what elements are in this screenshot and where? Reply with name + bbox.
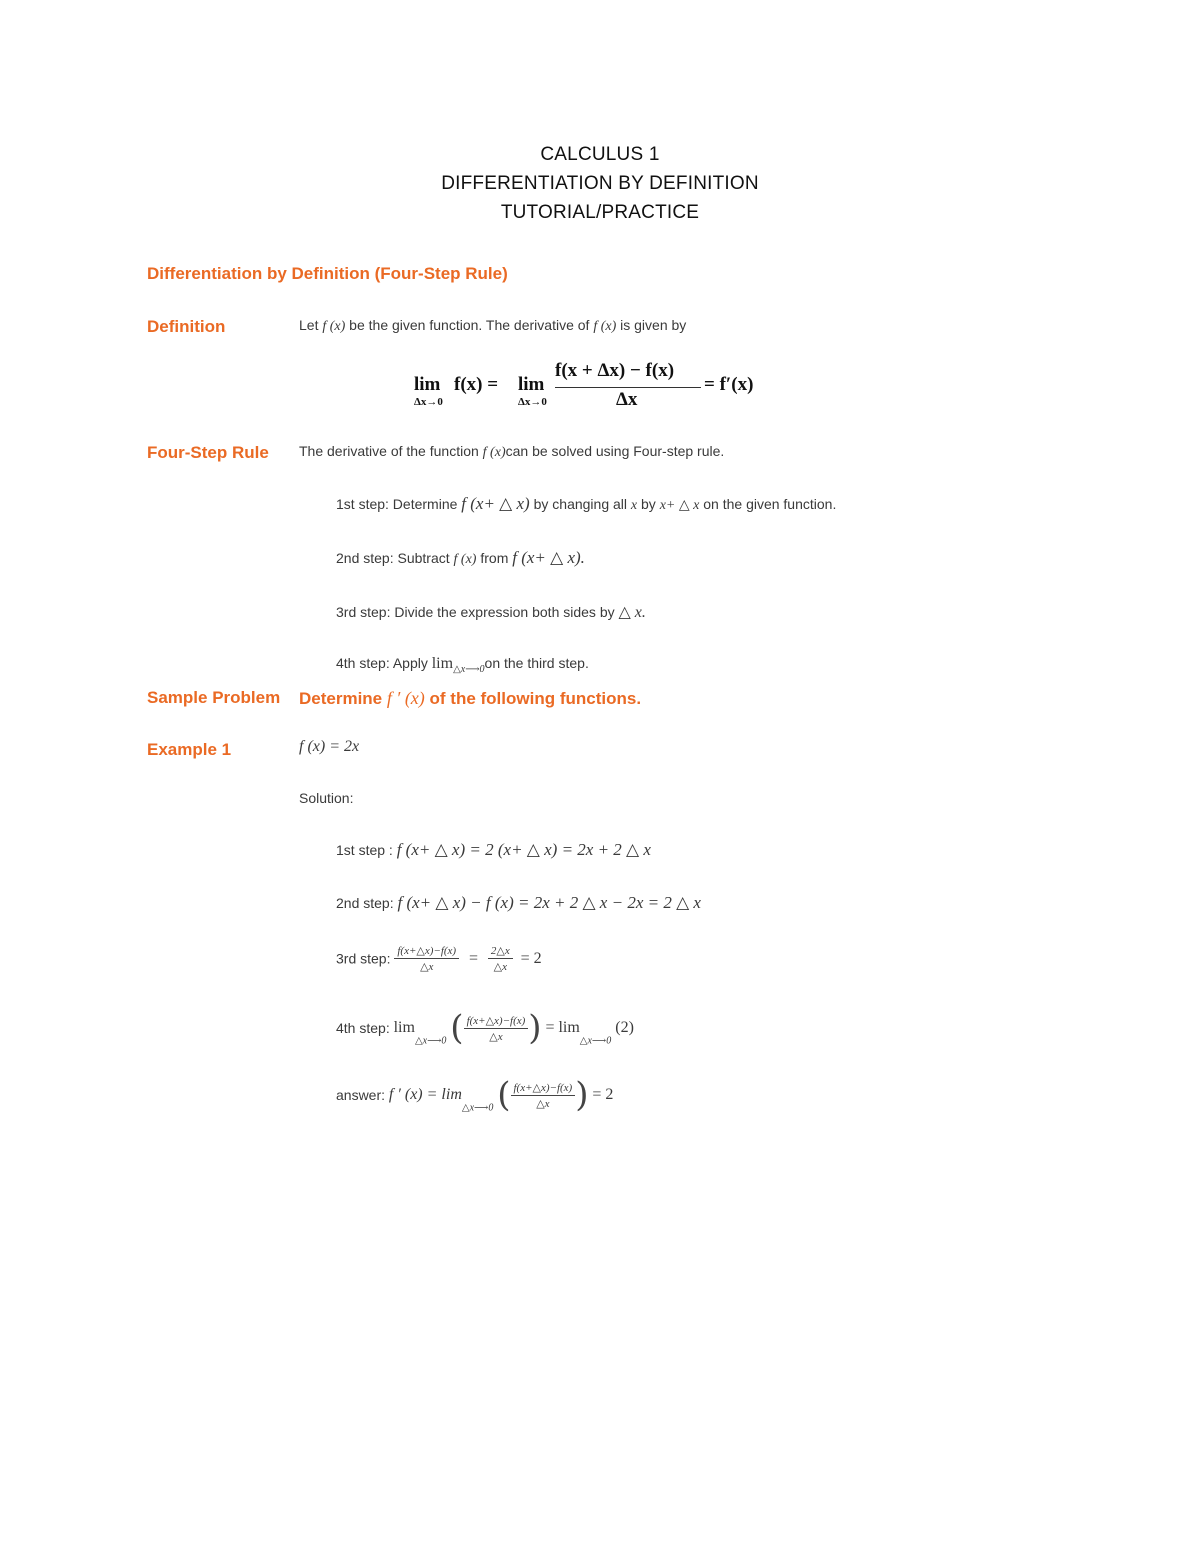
step1-text: 1st step: Determine f (x+ △ x) by changing all x by x+ △ x on the given function. xyxy=(336,494,837,513)
step4-text: 4th step: Apply $\lim_{\triangle x⟶0}on$ the third step. xyxy=(336,655,589,675)
step3-text: 3rd step: Divide the expression both sides by △ x. xyxy=(336,604,646,621)
solution-label: Solution: xyxy=(299,790,354,806)
sample-problem-text: Determine f ′ (x) of the following functions. xyxy=(299,688,642,708)
four-step-label: Four-Step Rule xyxy=(147,443,269,462)
doc-title-line1: CALCULUS 1 xyxy=(540,144,660,165)
four-step-intro: The derivative of the function f (x)can be solved using Four-step rule. xyxy=(299,443,725,460)
step2-text: 2nd step: Subtract f (x) from f (x+ △ x). xyxy=(336,548,585,567)
step3-fraction-2: $\frac{2\triangle x}{\triangle x}$ xyxy=(488,944,513,973)
sample-problem-label: Sample Problem xyxy=(147,688,281,707)
solution-answer: answer: f ′ $(x) = \lim_{\triangle x⟶0}$ ( $\frac{f(x+\triangle x)-f(x)}{\triangle x}$ ) = 2 xyxy=(336,1075,614,1115)
step4-fraction: $\frac{f(x+\triangle x)-f(x)}{\triangle x}$ xyxy=(464,1014,529,1043)
solution-step4: 4th step: $\lim_{\triangle x⟶0}$ ( $\frac{f(x+\triangle x)-f(x)}{\triangle x}$ ) = $\lim_{\triangle x⟶0} (2)$ xyxy=(336,1008,634,1048)
answer-fraction: $\frac{f(x+\triangle x)-f(x)}{\triangle x}$ xyxy=(511,1081,576,1110)
solution-step2: 2nd step: f (x+ △ x) − f (x) = 2x + 2 △ x − 2x = 2 △ x xyxy=(336,893,701,912)
definition-text: Let f (x) be the given function. The derivative of f (x) is given by xyxy=(299,317,687,334)
definition-label: Definition xyxy=(147,317,226,336)
solution-step3: 3rd step: $\frac{f(x+\triangle x)-f(x)}{\triangle x}$ = $\frac{2\triangle x}{\triangle x}$ = 2 xyxy=(336,945,542,973)
doc-title-line3: TUTORIAL/PRACTICE xyxy=(500,202,700,223)
step3-fraction-1: $\frac{f(x+\triangle x)-f(x)}{\triangle x}$ xyxy=(394,944,459,973)
example1-function: f (x) = 2x xyxy=(299,738,360,755)
section-heading: Differentiation by Definition (Four-Step Rule) xyxy=(147,264,508,283)
doc-title-line2: DIFFERENTIATION BY DEFINITION xyxy=(441,173,759,194)
solution-step1: 1st step : f (x+ △ x) = 2 (x+ △ x) = 2x + 2 △ x xyxy=(336,840,651,859)
example1-label: Example 1 xyxy=(147,740,232,759)
